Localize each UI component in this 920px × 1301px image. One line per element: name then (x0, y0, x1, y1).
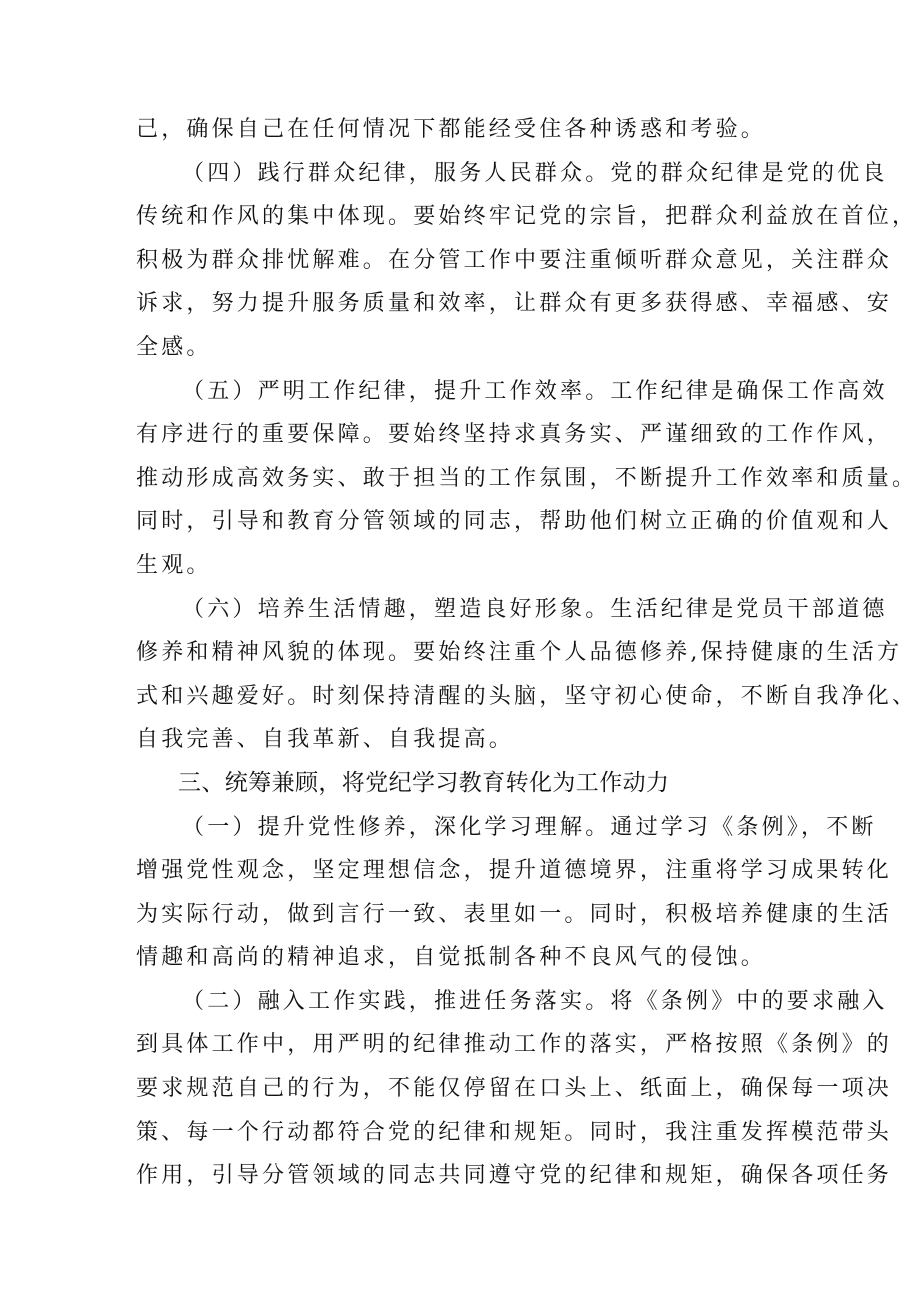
paragraph-line: 己，确保自己在任何情况下都能经受住各种诱惑和考验。 (136, 117, 767, 142)
paragraph-line: 积极为群众排忧解难。在分管工作中要注重倾听群众意见，关注群众 (136, 247, 893, 273)
document-body (136, 108, 918, 1198)
paragraph-line: 有序进行的重要保障。要始终坚持求真务实、严谨细致的工作作风， (136, 422, 893, 448)
paragraph-line: 要求规范自己的行为，不能仅停留在口头上、纸面上，确保每一项决 (136, 1076, 893, 1102)
paragraph-line: 式和兴趣爱好。时刻保持清醒的头脑，坚守初心使命，不断自我净化、 (136, 683, 918, 709)
paragraph-line: （一）提升党性修养，深化学习理解。通过学习《条例》，不断 (182, 814, 877, 840)
paragraph-line: （六）培养生活情趣，塑造良好形象。生活纪律是党员干部道德 (182, 596, 888, 622)
section-heading: 三、统筹兼顾，将党纪学习教育转化为工作动力 (178, 769, 670, 796)
paragraph-line: 同时，引导和教育分管领域的同志，帮助他们树立正确的价值观和人 (136, 509, 893, 535)
paragraph-line: 增强党性观念，坚定理想信念，提升道德境界，注重将学习成果转化 (136, 858, 893, 884)
paragraph-line: 诉求，努力提升服务质量和效率，让群众有更多获得感、幸福感、安 (136, 291, 893, 317)
paragraph-line: 推动形成高效务实、敢于担当的工作氛围，不断提升工作效率和质量。 (136, 465, 918, 491)
paragraph-line: 传统和作风的集中体现。要始终牢记党的宗旨，把群众利益放在首位， (136, 204, 918, 230)
paragraph-line: （五）严明工作纪律，提升工作效率。工作纪律是确保工作高效 (182, 378, 888, 404)
paragraph-line: （四）践行群众纪律，服务人民群众。党的群众纪律是党的优良 (182, 160, 888, 186)
paragraph-line: 到具体工作中，用严明的纪律推动工作的落实，严格按照《条例》的 (136, 1032, 893, 1058)
paragraph-line: 生观。 (136, 552, 212, 578)
paragraph-line: 策、每一个行动都符合党的纪律和规矩。同时，我注重发挥模范带头 (136, 1119, 893, 1145)
paragraph-line: 修养和精神风貌的体现。要始终注重个人品德修养,保持健康的生活方 (136, 640, 903, 666)
paragraph-line: 情趣和高尚的精神追求，自觉抵制各种不良风气的侵蚀。 (136, 945, 767, 971)
paragraph-line: 为实际行动，做到言行一致、表里如一。同时，积极培养健康的生活 (136, 901, 893, 927)
paragraph-line: 自我完善、自我革新、自我提高。 (136, 727, 515, 753)
paragraph-line: 作用，引导分管领域的同志共同遵守党的纪律和规矩，确保各项任务 (136, 1163, 893, 1189)
paragraph-line: （二）融入工作实践，推进任务落实。将《条例》中的要求融入 (182, 988, 888, 1014)
paragraph-line: 全感。 (136, 334, 212, 360)
